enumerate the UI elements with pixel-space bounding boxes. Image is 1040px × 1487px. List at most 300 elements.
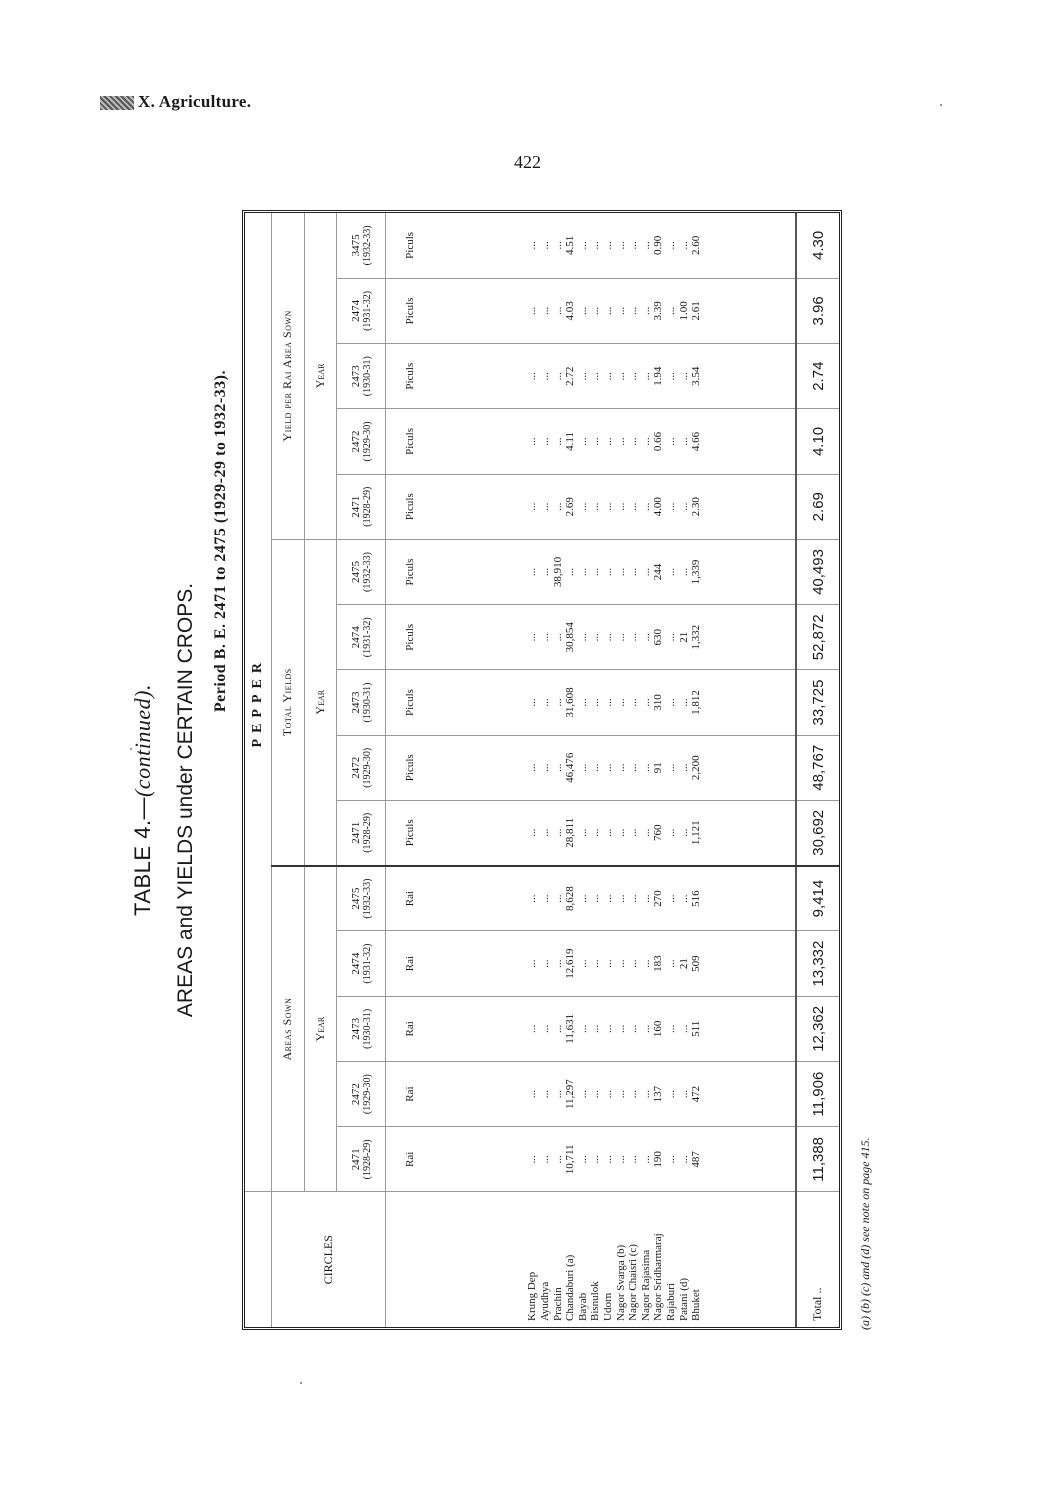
circle-name: Krung Dep — [526, 1271, 539, 1321]
yield-year-4 — [337, 605, 386, 670]
table-cell: ... — [551, 698, 564, 707]
table-cell: ... — [551, 1024, 564, 1033]
total-value: 9,414 — [796, 866, 839, 931]
table-cell: ... — [589, 959, 602, 968]
value-column-9 — [434, 605, 796, 670]
table-cell: 190 — [652, 1151, 665, 1168]
value-column-4 — [434, 931, 796, 996]
yield-year-label: 2471 — [349, 821, 362, 844]
table-cell: 3.54 — [690, 366, 703, 386]
table-cell: ... — [539, 633, 552, 642]
circles-header-spacer — [245, 1192, 272, 1327]
table-cell: ... — [589, 633, 602, 642]
table-cell: ... — [627, 502, 640, 511]
speck — [300, 1382, 302, 1384]
yield-year-3 — [337, 670, 386, 735]
yield-year-span: (1932-33) — [361, 551, 373, 592]
group-areas-sown: Areas Sown — [272, 866, 305, 1192]
table-cell: 10,711 — [564, 1144, 577, 1175]
table-cell: ... — [576, 1024, 589, 1033]
value-column-13 — [434, 344, 796, 409]
area-year-5 — [337, 866, 386, 931]
yield-year-span: (1931-32) — [361, 617, 373, 658]
total-value: 11,906 — [796, 1061, 839, 1126]
circle-name: Bayab — [576, 1292, 589, 1321]
area-year-span: (1932-33) — [361, 878, 373, 919]
value-column-15 — [434, 213, 796, 278]
section-header — [100, 92, 251, 112]
table-cell: ... — [526, 828, 539, 837]
total-value: 4.10 — [796, 409, 839, 474]
table-cell: 244 — [652, 563, 665, 581]
table-cell: ... — [551, 1155, 564, 1164]
unit-yield: Piculs — [386, 605, 435, 670]
table-cell: 46,476 — [564, 752, 577, 783]
table-cell: ... — [614, 437, 627, 446]
table-cell: ... — [576, 763, 589, 772]
table-cell: ... — [664, 763, 677, 772]
table-cell: ... — [539, 959, 552, 968]
value-column-1 — [434, 1127, 796, 1192]
table-cell: ... — [677, 567, 690, 577]
table-cell: 1,332 — [690, 624, 703, 650]
circle-name: Rajaburi — [664, 1283, 677, 1321]
table-cell: ... — [551, 306, 564, 316]
table-cell: ... — [576, 828, 589, 837]
table-cell: ... — [627, 894, 640, 903]
table-cell: ... — [576, 306, 589, 316]
per-rai-year-span: (1929-30) — [361, 421, 373, 462]
table-cell: ... — [589, 567, 602, 577]
table-cell: ... — [614, 306, 627, 316]
value-column-8 — [434, 670, 796, 735]
unit-per-rai: Piculs — [386, 213, 435, 278]
table-cell: ... — [589, 1155, 602, 1164]
value-column-10 — [434, 539, 796, 604]
table-cell: ... — [526, 1024, 539, 1033]
area-year-1 — [337, 1127, 386, 1192]
table-cell: ... — [602, 502, 615, 511]
per-rai-year-2 — [337, 409, 386, 474]
table-cell: 31,608 — [564, 687, 577, 718]
table-cell: ... — [576, 502, 589, 511]
table-cell: ... — [639, 241, 652, 250]
total-value: 48,767 — [796, 735, 839, 800]
table-cell: ... — [539, 567, 552, 577]
table-cell: ... — [602, 1089, 615, 1099]
table-cell: ... — [526, 502, 539, 511]
table-cell: ... — [576, 894, 589, 903]
table-cell: 28,811 — [564, 817, 577, 848]
table-title — [130, 270, 156, 1330]
table-cell: ... — [551, 372, 564, 381]
table-cell: ... — [526, 567, 539, 577]
total-value: 30,692 — [796, 800, 839, 865]
area-year-4 — [337, 931, 386, 996]
table-cell: 2.72 — [564, 366, 577, 386]
table-cell: 4.03 — [564, 301, 577, 321]
table-cell: ... — [614, 959, 627, 968]
table-cell: ... — [576, 1089, 589, 1099]
circle-name: Nagor Rajasima — [639, 1249, 652, 1321]
table-cell: ... — [602, 959, 615, 968]
circle-name: Bhuket — [690, 1289, 703, 1321]
yield-year-span: (1929-30) — [361, 747, 373, 788]
table-cell: 0.90 — [652, 235, 665, 256]
table-cell: ... — [639, 372, 652, 381]
table-cell: ... — [551, 633, 564, 642]
area-year-label: 2471 — [349, 1148, 362, 1171]
table-cell: ... — [627, 437, 640, 446]
table-cell: ... — [639, 894, 652, 903]
table-cell: ... — [639, 1089, 652, 1099]
table-cell: 30,854 — [564, 622, 577, 653]
table-cell: ... — [539, 1155, 552, 1164]
unit-yield: Piculs — [386, 539, 435, 604]
table-cell: ... — [639, 306, 652, 316]
value-column-3 — [434, 996, 796, 1061]
table-cell: ... — [614, 241, 627, 250]
table-cell: ... — [614, 567, 627, 577]
area-year-2 — [337, 1061, 386, 1126]
table-cell: ... — [526, 437, 539, 446]
value-column-12 — [434, 409, 796, 474]
table-cell: 2.69 — [564, 497, 577, 517]
table-cell: ... — [551, 437, 564, 446]
unit-area: Rai — [386, 1061, 435, 1126]
total-value: 2.69 — [796, 474, 839, 539]
table-cell: 11,297 — [564, 1079, 577, 1110]
table-cell: ... — [664, 1155, 677, 1164]
table-cell: 0.66 — [652, 431, 665, 452]
table-cell: ... — [639, 763, 652, 772]
table-cell: ... — [602, 828, 615, 837]
table-cell: ... — [539, 306, 552, 316]
table-cell: 1,339 — [690, 559, 703, 585]
total-value: 12,362 — [796, 996, 839, 1061]
table-cell: ... — [539, 502, 552, 511]
table-cell: ... — [614, 894, 627, 903]
group-yield-per-rai: Yield per Rai Area Sown — [272, 213, 305, 539]
table-cell: ... — [551, 241, 564, 250]
table-cell: ... — [539, 372, 552, 381]
table-cell: ... — [677, 437, 690, 446]
yield-year-label: 2472 — [349, 756, 362, 779]
per-rai-year-3 — [337, 344, 386, 409]
table-cell: ... — [677, 763, 690, 772]
table-cell: ... — [664, 1089, 677, 1099]
table-cell: ... — [602, 633, 615, 642]
table-cell: ... — [576, 698, 589, 707]
table-cell: 8,628 — [564, 886, 577, 911]
circle-name: Nagor Chaisri (c) — [627, 1244, 640, 1321]
value-column-5 — [434, 866, 796, 931]
table-cell: ... — [551, 1089, 564, 1099]
table-cell: ... — [551, 763, 564, 772]
per-rai-year-1 — [337, 474, 386, 539]
yield-year-label: 2474 — [349, 626, 362, 649]
table-cell: ... — [627, 698, 640, 707]
area-year-span: (1929-30) — [361, 1074, 373, 1115]
area-year-label: 2475 — [349, 887, 362, 910]
area-year-label: 2474 — [349, 952, 362, 975]
table-cell: ... — [551, 502, 564, 511]
table-cell: ... — [551, 828, 564, 837]
area-year-span: (1930-31) — [361, 1008, 373, 1049]
table-cell: 3.39 — [652, 301, 665, 321]
table-cell: ... — [677, 1155, 690, 1164]
table-cell: ... — [664, 959, 677, 968]
table-cell: ... — [664, 372, 677, 381]
table-cell: 91 — [652, 762, 665, 774]
area-year-label: 2473 — [349, 1017, 362, 1040]
yield-year-label: 2473 — [349, 691, 362, 714]
circle-name: Udorn — [602, 1292, 615, 1321]
yield-year-span: (1928-29) — [361, 812, 373, 853]
table-cell: ... — [664, 502, 677, 511]
unit-area: Rai — [386, 1127, 435, 1192]
table-cell: ... — [526, 959, 539, 968]
area-year-span: (1928-29) — [361, 1139, 373, 1180]
yield-year-label: 2475 — [349, 560, 362, 583]
table-cell: ... — [639, 828, 652, 837]
per-rai-year-span: (1930-31) — [361, 356, 373, 397]
table-cell: ... — [614, 372, 627, 381]
table-cell: ... — [627, 241, 640, 250]
table-cell: ... — [526, 633, 539, 642]
table-frame — [242, 210, 842, 1330]
table-cell: ... — [539, 1089, 552, 1099]
year-header-per-rai: Year — [304, 213, 337, 539]
table-cell: ... — [576, 959, 589, 968]
table-cell: ... — [677, 241, 690, 250]
table-cell: 21 — [677, 631, 690, 643]
table-cell: ... — [627, 633, 640, 642]
per-rai-year-4 — [337, 278, 386, 343]
table-cell: ... — [589, 698, 602, 707]
area-year-3 — [337, 996, 386, 1061]
table-cell: ... — [664, 437, 677, 446]
circle-name: Nagor Svarga (b) — [614, 1244, 627, 1321]
table-cell: ... — [627, 306, 640, 316]
table-cell: ... — [627, 372, 640, 381]
table-cell: ... — [576, 372, 589, 381]
unit-yield: Piculs — [386, 670, 435, 735]
title-area — [130, 270, 240, 1330]
circles-list — [434, 1192, 796, 1327]
unit-per-rai: Piculs — [386, 409, 435, 474]
table-cell: ... — [539, 763, 552, 772]
table-cell: ... — [602, 1024, 615, 1033]
table-cell: ... — [664, 241, 677, 250]
unit-per-rai: Piculs — [386, 344, 435, 409]
table-cell: ... — [589, 894, 602, 903]
table-cell: ... — [589, 1024, 602, 1033]
table-cell: 4.51 — [564, 235, 577, 256]
per-rai-year-span: (1928-29) — [361, 486, 373, 527]
table-cell: ... — [664, 894, 677, 903]
table-cell: 4.00 — [652, 497, 665, 517]
table-title-continued: (continued). — [130, 684, 155, 797]
table-cell: ... — [551, 959, 564, 968]
table-cell: 1.00 — [677, 301, 690, 321]
value-column-7 — [434, 735, 796, 800]
total-value: 2.74 — [796, 344, 839, 409]
table-cell: 511 — [690, 1020, 703, 1037]
table-cell: ... — [639, 633, 652, 642]
table-cell: 270 — [652, 890, 665, 907]
table-cell: ... — [526, 1155, 539, 1164]
table-cell: ... — [677, 698, 690, 707]
table-cell: ... — [576, 437, 589, 446]
table-cell: 12,619 — [564, 948, 577, 979]
speck — [940, 104, 942, 106]
table-cell: ... — [677, 894, 690, 903]
table-cell: ... — [664, 698, 677, 707]
table-cell: ... — [602, 241, 615, 250]
table-cell: ... — [526, 894, 539, 903]
table-cell: 21 — [677, 958, 690, 970]
table-cell: 516 — [690, 890, 703, 907]
table-cell: 4.66 — [690, 431, 703, 452]
area-year-span: (1931-32) — [361, 943, 373, 984]
yield-year-span: (1930-31) — [361, 682, 373, 723]
table-cell: ... — [526, 763, 539, 772]
table-cell: ... — [639, 698, 652, 707]
table-cell: ... — [627, 828, 640, 837]
table-cell: ... — [526, 1089, 539, 1099]
table-cell: ... — [627, 763, 640, 772]
table-cell: ... — [526, 241, 539, 250]
table-cell: ... — [589, 241, 602, 250]
unit-per-rai: Piculs — [386, 278, 435, 343]
circles-header: CIRCLES — [321, 1235, 336, 1285]
circle-name: Nagor Sridharmaraj — [652, 1233, 665, 1321]
circle-name: Prachin — [551, 1287, 564, 1321]
table-cell: ... — [576, 567, 589, 577]
area-year-label: 2472 — [349, 1083, 362, 1106]
table-cell: ... — [627, 567, 640, 577]
table-cell: ... — [539, 241, 552, 250]
year-header-yields: Year — [304, 539, 337, 865]
table-cell: ... — [677, 828, 690, 837]
table-cell: ... — [614, 502, 627, 511]
table-cell: ... — [639, 1155, 652, 1164]
footnote: (a) (b) (c) and (d) see note on page 415. — [858, 1137, 872, 1330]
table-cell: ... — [589, 306, 602, 316]
table-cell: ... — [677, 1089, 690, 1099]
per-rai-year-5 — [337, 213, 386, 278]
table-cell: ... — [664, 306, 677, 316]
table-cell: ... — [664, 567, 677, 577]
yield-year-5 — [337, 539, 386, 604]
table-cell: ... — [614, 1155, 627, 1164]
table-cell: 1,812 — [690, 690, 703, 715]
table-cell: ... — [602, 698, 615, 707]
table-cell: ... — [614, 698, 627, 707]
smudge-mark — [100, 96, 134, 110]
circle-name: Chandaburi (a) — [564, 1254, 577, 1321]
table-cell: ... — [526, 372, 539, 381]
per-rai-year-span: (1931-32) — [361, 290, 373, 331]
group-total-yields: Total Yields — [272, 539, 305, 865]
table-cell: ... — [526, 698, 539, 707]
table-cell: ... — [602, 437, 615, 446]
unit-area: Rai — [386, 931, 435, 996]
unit-area: Rai — [386, 996, 435, 1061]
table-cell: ... — [539, 1024, 552, 1033]
table-cell: ... — [576, 241, 589, 250]
table-cell: 487 — [690, 1151, 703, 1168]
value-column-6 — [434, 800, 796, 865]
units-spacer — [386, 1192, 435, 1327]
table-cell: ... — [664, 1024, 677, 1033]
table-cell: ... — [677, 372, 690, 381]
table-cell: 2.30 — [690, 497, 703, 517]
table-cell: 137 — [652, 1085, 665, 1103]
table-cell: ... — [614, 1089, 627, 1099]
circle-name: Patani (d) — [677, 1277, 690, 1321]
table-cell: ... — [627, 959, 640, 968]
table-cell: 630 — [652, 629, 665, 646]
value-column-11 — [434, 474, 796, 539]
table-cell: ... — [539, 698, 552, 707]
table-cell: ... — [564, 567, 577, 577]
table-cell: ... — [539, 894, 552, 903]
table-cell: 472 — [690, 1085, 703, 1103]
table-cell: ... — [627, 1155, 640, 1164]
table-cell: 38,910 — [551, 556, 564, 588]
table-cell: ... — [639, 502, 652, 511]
table-cell: 1,121 — [690, 820, 703, 846]
per-rai-year-label: 2474 — [349, 299, 362, 322]
table-cell: ... — [539, 828, 552, 837]
unit-yield: Piculs — [386, 800, 435, 865]
table-cell: ... — [639, 959, 652, 968]
table-cell: ... — [589, 502, 602, 511]
table-subtitle: AREAS and YIELDS under CERTAIN CROPS. — [174, 582, 197, 1018]
table-cell: 2.61 — [690, 301, 703, 321]
total-value: 3.96 — [796, 278, 839, 343]
table-cell: 11,631 — [564, 1013, 577, 1044]
table-cell: ... — [589, 437, 602, 446]
table-cell: ... — [589, 763, 602, 772]
circle-name: Bisnulok — [589, 1281, 602, 1321]
yield-year-2 — [337, 735, 386, 800]
table-cell: ... — [639, 1024, 652, 1033]
per-rai-year-span: (1932-33) — [361, 225, 373, 266]
table-cell: ... — [627, 1024, 640, 1033]
table-cell: ... — [602, 1155, 615, 1164]
table-cell: ... — [589, 372, 602, 381]
table-cell: ... — [551, 894, 564, 903]
table-cell: 4.11 — [564, 432, 577, 451]
unit-yield: Piculs — [386, 735, 435, 800]
table-cell: ... — [614, 633, 627, 642]
table-cell: 760 — [652, 824, 665, 842]
table-cell: ... — [614, 1024, 627, 1033]
total-value: 11,388 — [796, 1127, 839, 1192]
table-cell: ... — [614, 763, 627, 772]
table-cell: ... — [602, 894, 615, 903]
unit-per-rai: Piculs — [386, 474, 435, 539]
table-cell: ... — [602, 567, 615, 577]
table-cell: 2,200 — [690, 755, 703, 781]
table-cell: ... — [627, 1089, 640, 1099]
year-header-areas: Year — [304, 866, 337, 1192]
table-cell: 310 — [652, 694, 665, 711]
period-label: Period B. E. 2471 to 2475 (1929-29 to 1932-33). — [212, 370, 229, 713]
